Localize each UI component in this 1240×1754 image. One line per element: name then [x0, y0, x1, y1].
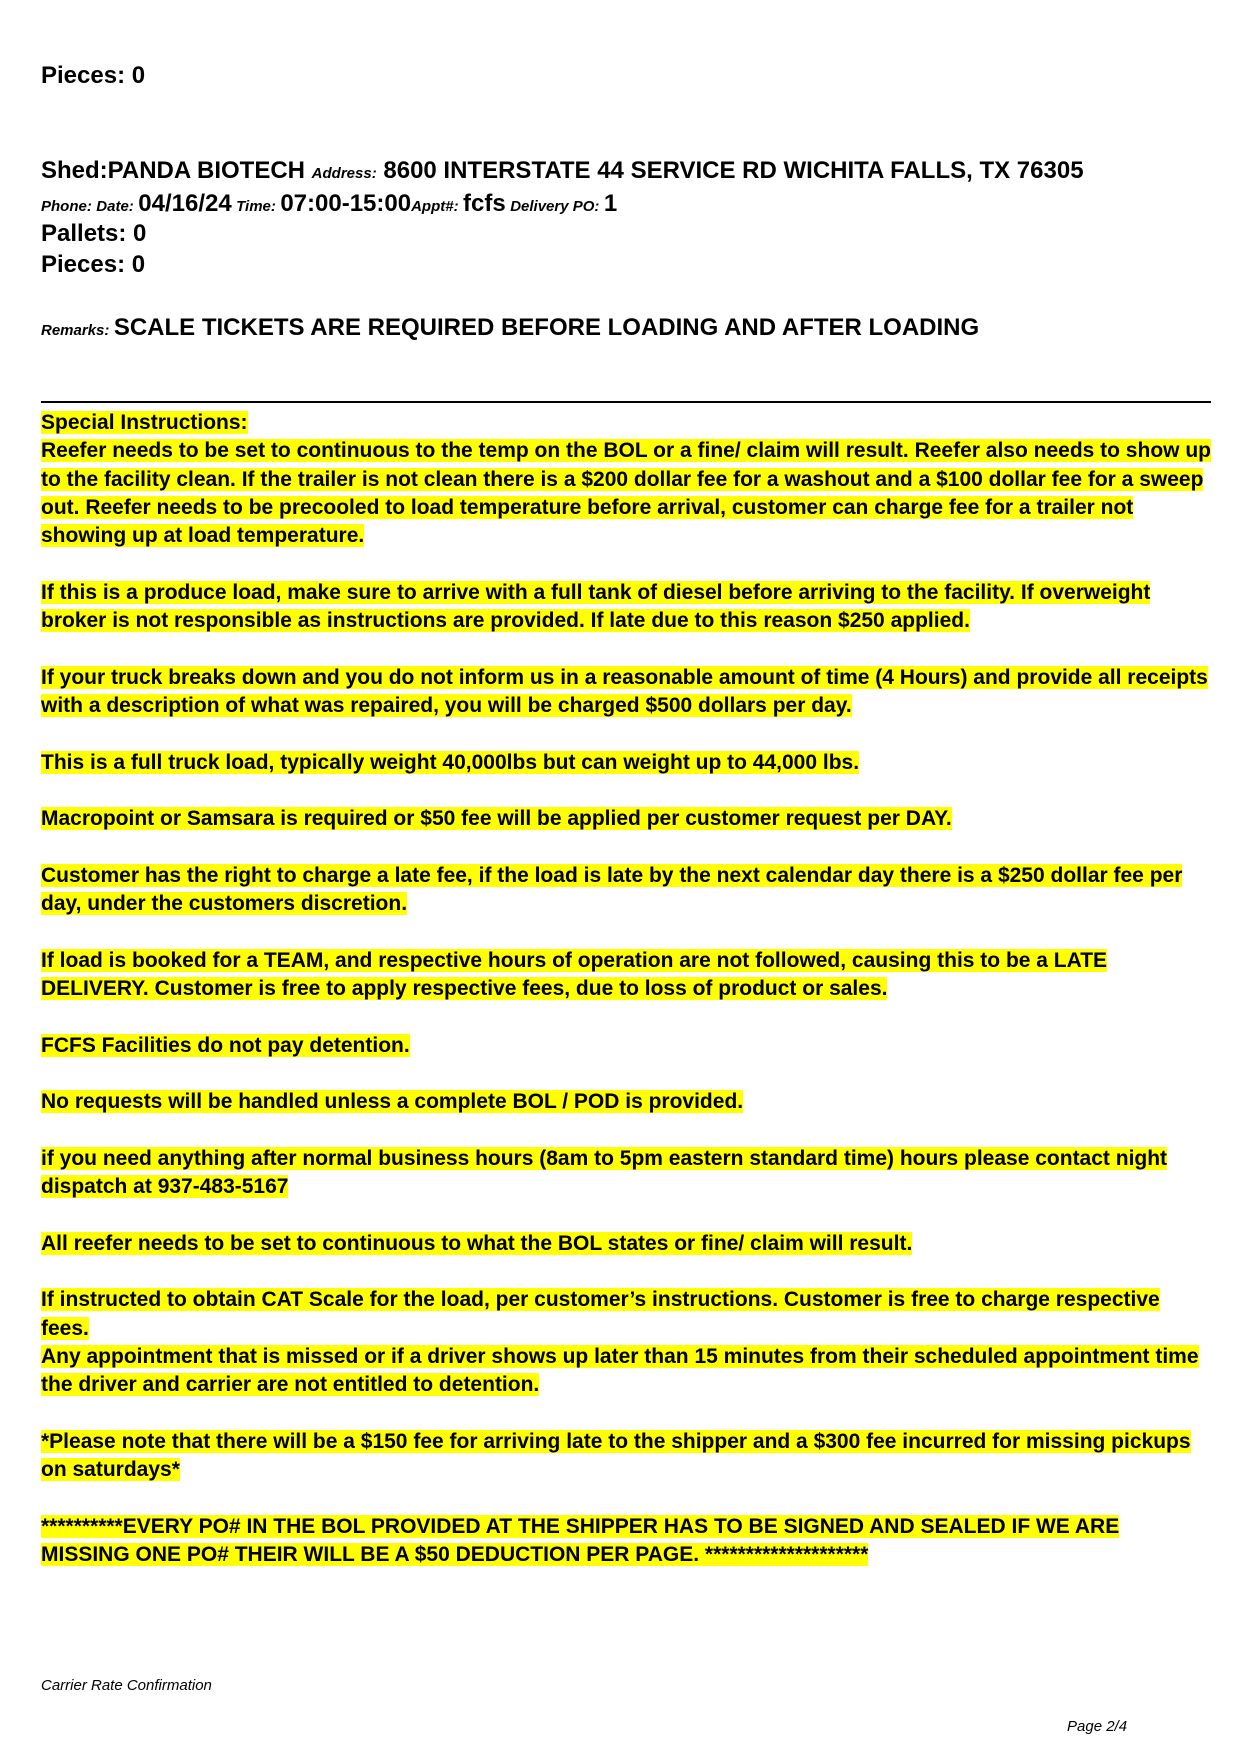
shed-details-line — [41, 190, 617, 218]
remarks-line — [41, 314, 979, 342]
footer-doc-title: Carrier Rate Confirmation — [41, 1677, 212, 1694]
instruction-paragraph: **********EVERY PO# IN THE BOL PROVIDED AT THE SHIPPER HAS TO BE SIGNED AND SEALED IF WE ARE MISSING ONE PO# THEIR WILL BE A $50 DEDUCTION PER PAGE. ******************** — [41, 1514, 1120, 1566]
remarks-label: Remarks: — [41, 322, 110, 339]
shed-line — [41, 157, 1084, 185]
special-instructions-heading: Special Instructions: — [41, 411, 248, 434]
time-label: Time: — [236, 198, 276, 215]
instruction-paragraph: Customer has the right to charge a late fee, if the load is late by the next calendar day there is a $250 dollar fee per day, under the customers discretion. — [41, 863, 1183, 916]
date-label: Date: — [96, 198, 134, 215]
appt-value: fcfs — [463, 190, 506, 217]
special-instructions — [41, 409, 1211, 1569]
footer-page-number: Page 2/4 — [1067, 1718, 1128, 1735]
shed-address: 8600 INTERSTATE 44 SERVICE RD WICHITA FALLS, TX 76305 — [383, 157, 1084, 184]
instruction-paragraph: if you need anything after normal business hours (8am to 5pm eastern standard time) hours please contact night dispatch at 937-483-5167 — [41, 1146, 1168, 1199]
instruction-paragraph: If this is a produce load, make sure to arrive with a full tank of diesel before arriving to the facility. If overweight broker is not responsible as instructions are provided. If late due to this reason $250 applied. — [41, 580, 1151, 633]
instruction-paragraph: All reefer needs to be set to continuous to what the BOL states or fine/ claim will result. — [41, 1231, 913, 1255]
section-divider — [41, 401, 1211, 403]
shed-name: Shed:PANDA BIOTECH — [41, 157, 305, 184]
phone-label: Phone: — [41, 198, 92, 215]
time-value: 07:00-15:00 — [280, 190, 412, 217]
date-value: 04/16/24 — [138, 190, 232, 217]
instruction-paragraph: Any appointment that is missed or if a driver shows up later than 15 minutes from their scheduled appointment time the driver and carrier are not entitled to detention. — [41, 1344, 1199, 1397]
instruction-paragraph: If load is booked for a TEAM, and respective hours of operation are not followed, causing this to be a LATE DELIVERY. Customer is free to apply respective fees, due to loss of product or sales. — [41, 948, 1108, 1000]
delivery-po-label: Delivery PO: — [510, 198, 600, 215]
instruction-paragraph: No requests will be handled unless a complete BOL / POD is provided. — [41, 1090, 744, 1114]
appt-label: Appt#: — [411, 198, 459, 215]
pieces: Pieces: 0 — [41, 251, 146, 278]
pieces-top: Pieces: 0 — [41, 62, 146, 89]
instruction-paragraph: If instructed to obtain CAT Scale for the load, per customer’s instructions. Customer is free to charge respective fees. — [41, 1288, 1160, 1340]
instruction-paragraph: Macropoint or Samsara is required or $50 fee will be applied per customer request per DAY. — [41, 807, 952, 831]
instruction-paragraph: *Please note that there will be a $150 fee for arriving late to the shipper and a $300 fee incurred for missing pickups on saturdays* — [41, 1429, 1191, 1481]
instruction-paragraph: FCFS Facilities do not pay detention. — [41, 1033, 410, 1057]
instruction-paragraph: This is a full truck load, typically weight 40,000lbs but can weight up to 44,000 lbs. — [41, 750, 860, 774]
address-label: Address: — [311, 165, 377, 182]
delivery-po-value: 1 — [603, 190, 618, 217]
remarks-text: SCALE TICKETS ARE REQUIRED BEFORE LOADING AND AFTER LOADING — [113, 314, 980, 341]
pallets: Pallets: 0 — [41, 220, 147, 247]
instruction-paragraph: Reefer needs to be set to continuous to the temp on the BOL or a fine/ claim will result. Reefer also needs to show up to the facility clean. If the trailer is not clean there is a $200 dollar fee for a washout and a $100 dollar fee for a sweep out. Reefer needs to be precooled to load temperature before arrival, customer can charge fee for a trailer not showing up at load temperature. — [41, 439, 1211, 548]
instruction-paragraph: If your truck breaks down and you do not inform us in a reasonable amount of time (4 Hours) and provide all receipts with a description of what was repaired, you will be charged $500 dollars per day. — [41, 665, 1208, 717]
